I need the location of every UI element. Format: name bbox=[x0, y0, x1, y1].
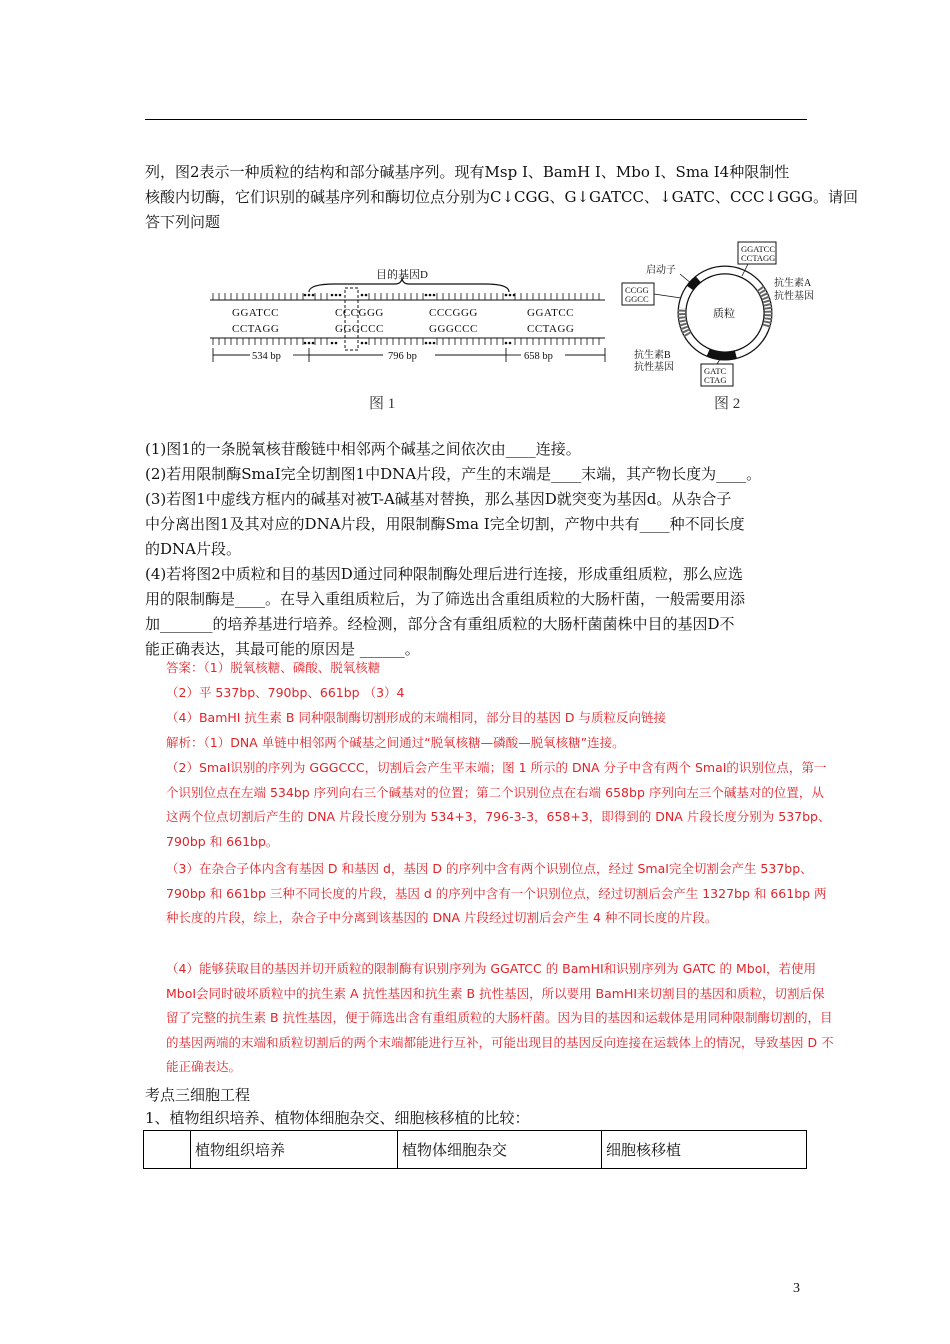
explanation-3: （3）在杂合子体内含有基因 D 和基因 d，基因 D 的序列中含有两个识别位点，经过 SmaⅠ完全切割会产生 537bp、790bp 和 661bp 三种不同长度的片段，基因 d 的序列中含有一个识别位点，经过切割后会产生 1327bp 和 661bp 两种长度的片段，综上，杂合子中分离到该基因的 DNA 片段经过切割后会产生 4 种不同长度的片段。 bbox=[166, 861, 827, 925]
resist-b-line1: 抗生素B bbox=[634, 350, 671, 361]
promoter-label: 启动子 bbox=[646, 265, 676, 276]
page-number: 3 bbox=[793, 1281, 800, 1296]
intro-line-1: 列，图2表示一种质粒的结构和部分碱基序列。现有Msp Ⅰ、BamH Ⅰ、Mbo Ⅰ、Sma Ⅰ4种限制性 bbox=[145, 163, 790, 181]
seq-bottom-3: GGGCCC bbox=[429, 323, 478, 335]
resist-a-line2: 抗性基因 bbox=[774, 291, 814, 302]
explanation-2: （2）SmaⅠ识别的序列为 GGGCCC，切割后会产生平末端；图 1 所示的 DNA 分子中含有两个 SmaⅠ的识别位点，第一个识别位点在左端 534bp 序列向右三个碱基对的位置；第二个识别位点在右端 658bp 序列向左三个碱基对的位置，从这两个位点切割后产生的 DNA 片段长度分别为 534+3，796-3-3，658+3，即得到的 DNA 片段长度分别为 537bp、790bp 和 661bp。 bbox=[166, 760, 831, 849]
intro-line-3: 答下列问题 bbox=[145, 213, 221, 231]
figure-1-caption: 图 1 bbox=[369, 396, 396, 412]
section-subheading: 1、植物组织培养、植物体细胞杂交、细胞核移植的比较： bbox=[145, 1109, 530, 1127]
explanation-4: （4）能够获取目的基因并切开质粒的限制酶有识别序列为 GGATCC 的 BamHⅠ和识别序列为 GATC 的 MboⅠ，若使用 MboⅠ会同时破坏质粒中的抗生素 A 抗性基因和抗生素 B 抗性基因，所以要用 BamHⅠ来切割目的基因和质粒，切割后保留了完整的抗生素 B 抗性基因，便于筛选出含有重组质粒的大肠杆菌。因为目的基因和运载体是用同种限制酶切割的，目的基因两端的末端和质粒切割后的两个末端都能进行互补，可能出现目的基因反向连接在运载体上的情况，导致基因 D 不能正确表达。 bbox=[166, 961, 834, 1074]
site-top-1: GGATCC bbox=[741, 244, 776, 254]
explanation-1: 解析：（1）DNA 单链中相邻两个碱基之间通过“脱氧核糖—磷酸—脱氧核糖”连接。 bbox=[166, 735, 625, 750]
seq-bottom-2: GGGCCC bbox=[335, 323, 384, 335]
length-534: 534 bp bbox=[252, 351, 281, 362]
seq-top-3: CCCGGG bbox=[429, 307, 478, 319]
question-4-line-2: 用的限制酶是____。在导入重组质粒后，为了筛选出含重组质粒的大肠杆菌，一般需要用添 bbox=[145, 590, 746, 608]
table-header-cell: 植物组织培养 bbox=[191, 1131, 398, 1169]
question-3-line-1: (3)若图1中虚线方框内的碱基对被T-A碱基对替换，那么基因D就突变为基因d。从杂合子 bbox=[145, 490, 732, 508]
table-header-cell: 植物体细胞杂交 bbox=[398, 1131, 602, 1169]
answer-line-1: 答案：（1）脱氧核糖、磷酸、脱氧核糖 bbox=[166, 660, 381, 675]
question-1: (1)图1的一条脱氧核苷酸链中相邻两个碱基之间依次由____连接。 bbox=[145, 440, 581, 458]
figure-2-plasmid-diagram bbox=[618, 238, 818, 388]
site-bottom-2: CTAG bbox=[704, 375, 727, 385]
question-2: (2)若用限制酶SmaⅠ完全切割图1中DNA片段，产生的末端是____末端，其产物长度为____。 bbox=[145, 465, 762, 483]
gene-d-label: 目的基因D bbox=[376, 269, 428, 281]
comparison-table bbox=[143, 1130, 807, 1169]
figure-2-caption: 图 2 bbox=[714, 396, 741, 412]
site-left-1: CCGG bbox=[625, 285, 649, 295]
section-heading: 考点三细胞工程 bbox=[145, 1086, 251, 1104]
seq-top-2: CCCGGG bbox=[335, 307, 384, 319]
header-rule bbox=[145, 119, 807, 120]
table-header-cell: 细胞核移植 bbox=[602, 1131, 807, 1169]
seq-bottom-4: CCTAGG bbox=[527, 323, 575, 335]
question-4-line-4: 能正确表达，其最可能的原因是 ______。 bbox=[145, 640, 420, 658]
table-header-cell bbox=[144, 1131, 191, 1169]
seq-top-4: GGATCC bbox=[527, 307, 575, 319]
intro-line-2: 核酸内切酶，它们识别的碱基序列和酶切位点分别为C↓CGG、G↓GATCC、↓GATC、CCC↓GGG。请回 bbox=[145, 188, 858, 206]
figure-1-dna-diagram bbox=[205, 262, 615, 382]
answer-line-2: （2）平 537bp、790bp、661bp （3）4 bbox=[166, 685, 405, 700]
length-796: 796 bp bbox=[388, 351, 417, 362]
question-3-line-3: 的DNA片段。 bbox=[145, 540, 241, 558]
site-top-2: CCTAGG bbox=[741, 253, 776, 263]
site-left-2: GGCC bbox=[625, 294, 649, 304]
plasmid-label: 质粒 bbox=[713, 308, 735, 320]
question-4-line-1: (4)若将图2中质粒和目的基因D通过同种限制酶处理后进行连接，形成重组质粒，那么应选 bbox=[145, 565, 743, 583]
question-4-line-3: 加_______的培养基进行培养。经检测，部分含有重组质粒的大肠杆菌菌株中目的基因D不 bbox=[145, 615, 735, 633]
site-bottom-1: GATC bbox=[704, 366, 727, 376]
length-658: 658 bp bbox=[524, 351, 553, 362]
question-3-line-2: 中分离出图1及其对应的DNA片段，用限制酶Sma Ⅰ完全切割，产物中共有____种不同长度 bbox=[145, 515, 745, 533]
seq-top-1: GGATCC bbox=[232, 307, 280, 319]
resist-b-line2: 抗性基因 bbox=[634, 362, 674, 373]
seq-bottom-1: CCTAGG bbox=[232, 323, 280, 335]
answer-line-3: （4）BamHⅠ 抗生素 B 同种限制酶切割形成的末端相同，部分目的基因 D 与质粒反向链接 bbox=[166, 710, 667, 725]
resist-a-line1: 抗生素A bbox=[774, 278, 812, 289]
table-row bbox=[144, 1131, 807, 1169]
